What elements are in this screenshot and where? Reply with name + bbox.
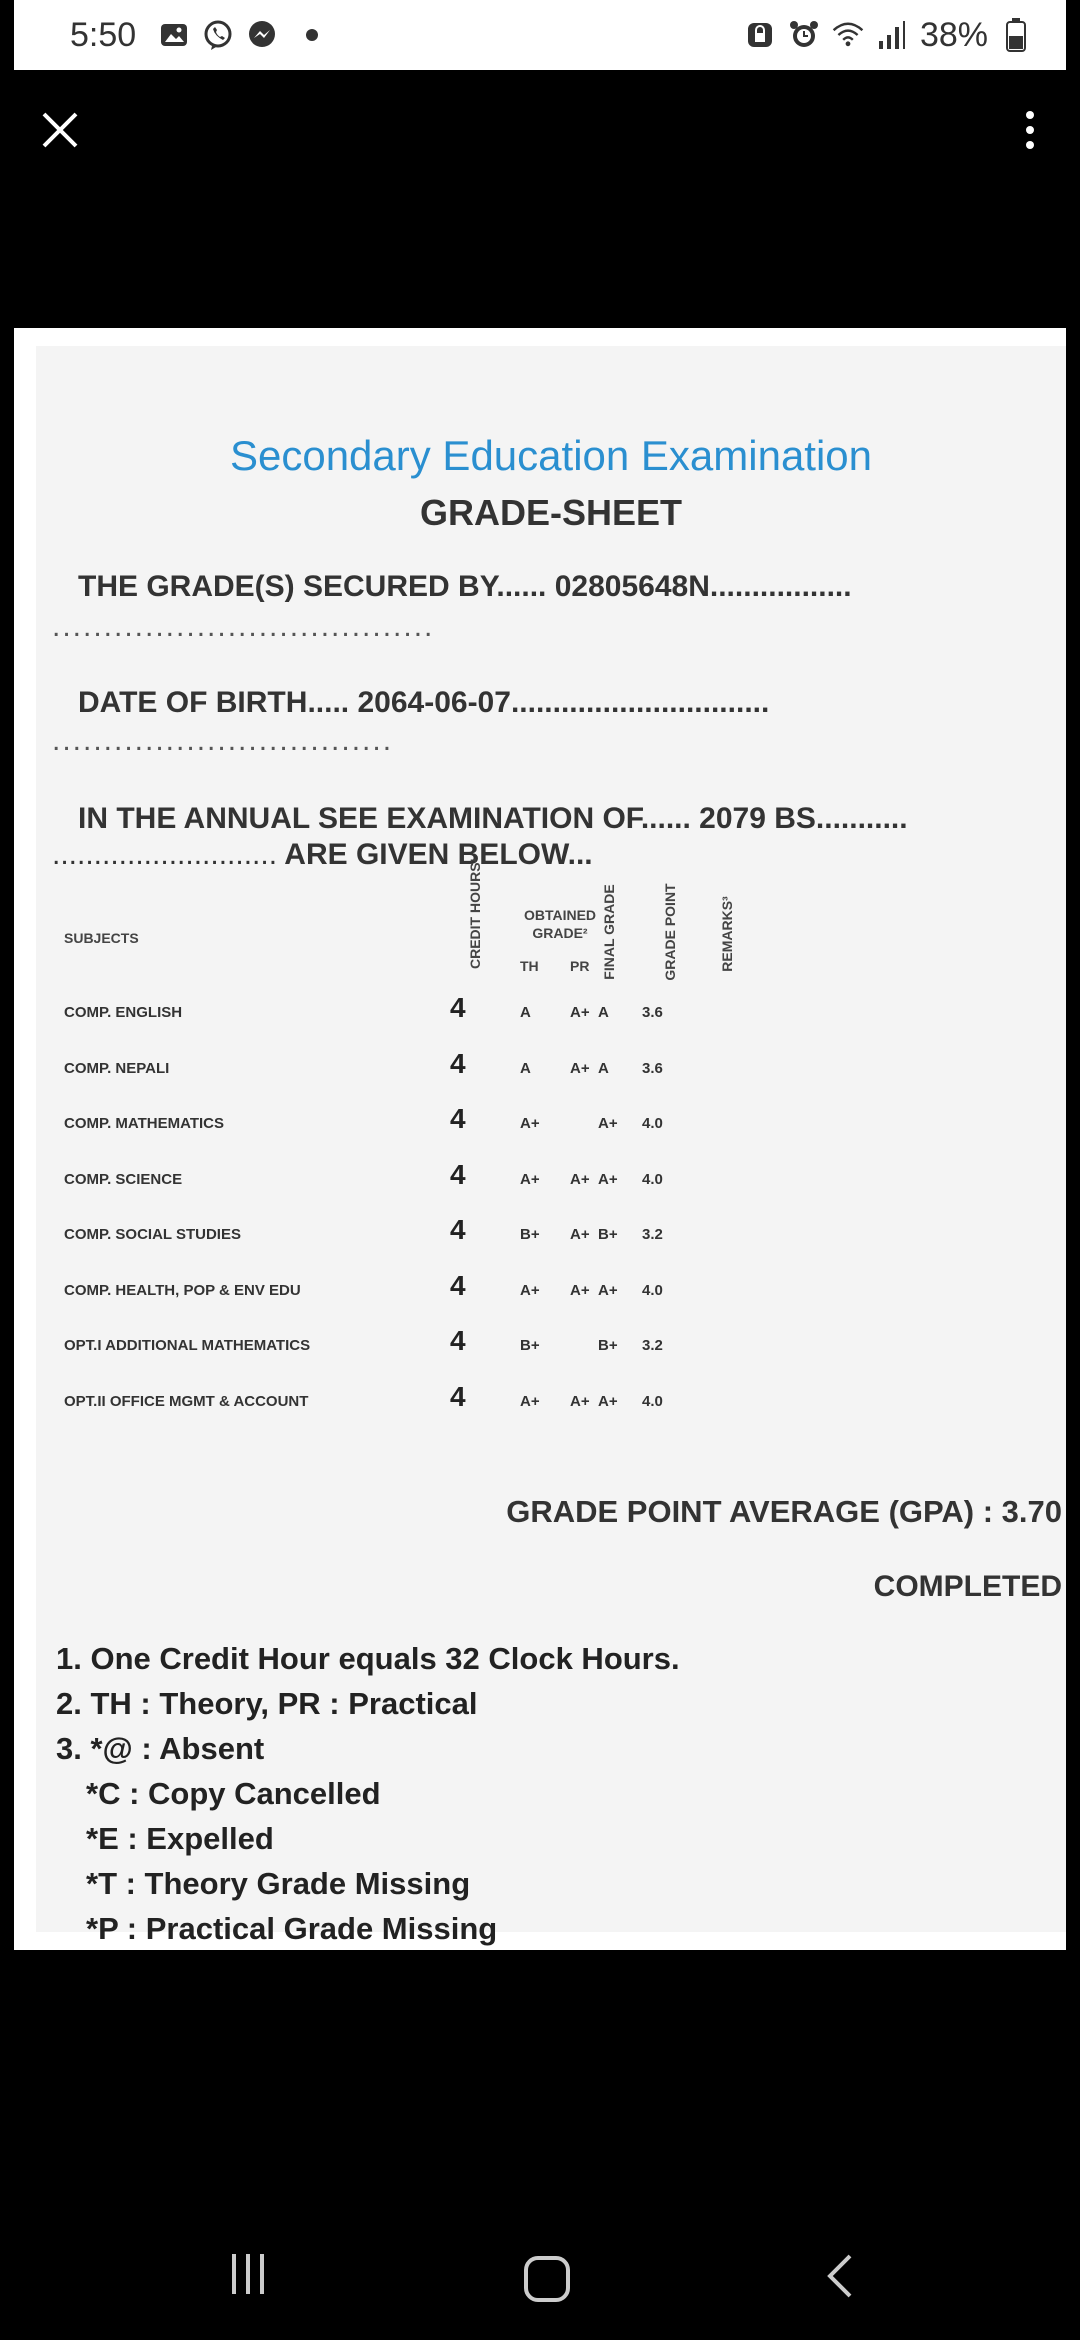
exam-value: 2079 BS	[699, 802, 816, 835]
close-button[interactable]	[30, 100, 90, 160]
th-grade-cell: A+	[520, 1281, 540, 1299]
subject-cell: COMP. MATHEMATICS	[64, 1115, 224, 1132]
pr-grade-cell: A+	[570, 1281, 590, 1299]
exam-title: Secondary Education Examination	[229, 432, 873, 479]
subject-cell: COMP. HEALTH, POP & ENV EDU	[64, 1281, 301, 1299]
credit-cell: 4	[450, 1269, 466, 1301]
viber-icon	[202, 19, 234, 51]
grade-point-cell: 3.2	[642, 1226, 663, 1243]
header-final-grade: FINAL GRADE	[601, 884, 617, 980]
credit-cell: 4	[450, 1325, 466, 1356]
header-remarks: REMARKS³	[719, 896, 735, 972]
more-vert-icon	[1026, 111, 1034, 119]
credit-cell: 4	[450, 992, 466, 1023]
final-grade-cell: A+	[598, 1392, 618, 1410]
footnote: 1. One Credit Hour equals 32 Clock Hours.	[56, 1641, 680, 1676]
credit-cell: 4	[450, 1047, 466, 1079]
subject-cell: OPT.II OFFICE MGMT & ACCOUNT	[64, 1392, 309, 1410]
header-credit-hours: CREDIT HOURS¹	[467, 857, 483, 969]
grade-point-cell: 4.0	[642, 1392, 663, 1410]
th-grade-cell: A	[520, 1059, 531, 1077]
th-grade-cell: A	[520, 1004, 531, 1021]
subject-cell: COMP. ENGLISH	[64, 1004, 183, 1021]
back-button[interactable]	[820, 2252, 860, 2300]
grade-point-cell: 3.6	[642, 1004, 663, 1021]
status-time: 5:50	[70, 15, 137, 54]
pr-grade-cell: A+	[570, 1059, 590, 1077]
credit-cell: 4	[450, 1158, 466, 1190]
header-grade-point: GRADE POINT	[662, 883, 678, 981]
footnote: *T : Theory Grade Missing	[86, 1866, 471, 1901]
table-row	[36, 1214, 1066, 1254]
final-grade-cell: A+	[598, 1281, 618, 1299]
credit-cell: 4	[450, 1380, 466, 1412]
th-grade-cell: B+	[520, 1337, 540, 1354]
th-grade-cell: B+	[520, 1226, 540, 1243]
given-below: ARE GIVEN BELOW	[284, 838, 568, 871]
final-grade-cell: B+	[598, 1337, 618, 1354]
recents-icon	[232, 2254, 236, 2294]
grade-point-cell: 4.0	[642, 1115, 663, 1132]
header-subjects: SUBJECTS	[64, 930, 139, 946]
app-bar	[0, 70, 1080, 190]
given-below-line: ........................... ARE GIVEN BELOW...	[52, 838, 593, 871]
sheet-title: GRADE-SHEET	[419, 492, 683, 533]
alarm-icon	[788, 19, 820, 51]
status-bar	[14, 0, 1066, 70]
footnote: *C : Copy Cancelled	[86, 1776, 381, 1811]
lock-icon	[744, 19, 776, 51]
subject-cell: COMP. NEPALI	[64, 1059, 170, 1077]
pr-grade-cell: A+	[570, 1004, 590, 1021]
wifi-icon	[832, 19, 864, 51]
grade-point-cell: 4.0	[642, 1281, 663, 1299]
final-grade-cell: B+	[598, 1226, 618, 1243]
credit-cell: 4	[450, 1214, 466, 1245]
battery-percent: 38%	[919, 15, 988, 54]
gallery-icon	[158, 19, 190, 51]
th-grade-cell: A+	[520, 1115, 540, 1132]
grade-point-cell: 3.6	[642, 1059, 663, 1077]
footnote: *E : Expelled	[86, 1821, 274, 1856]
secured-by-value: 02805648N	[554, 570, 710, 603]
pr-grade-cell: A+	[570, 1170, 590, 1188]
pr-grade-cell: A+	[570, 1226, 590, 1243]
final-grade-cell: A	[598, 1059, 609, 1077]
back-icon	[820, 2252, 860, 2300]
table-row	[36, 1103, 1066, 1143]
grade-point-cell: 3.2	[642, 1337, 663, 1354]
dob-label: DATE OF BIRTH	[78, 686, 308, 719]
dob-line: DATE OF BIRTH..... 2064-06-07...............................	[78, 686, 770, 719]
footnote: 2. TH : Theory, PR : Practical	[56, 1686, 478, 1721]
grade-sheet-image	[14, 328, 1066, 1950]
exam-line: IN THE ANNUAL SEE EXAMINATION OF...... 2079 BS...........	[78, 802, 908, 835]
battery-icon	[1000, 19, 1032, 51]
grade-sheet: Secondary Education Examination GRADE-SHEET THE GRADE(S) SECURED BY...... 02805648N................. ..................................... DATE OF BIRTH..... 2064-06-07............................... ................................. IN THE ANNUAL SEE EXAMINATION OF...... 2079 BS........... ........................... ARE GIVEN BELOW... SUBJECTS CREDIT HOURS¹ OBTAINED GRADE² TH PR FINAL GRADE GRADE POINT REMARKS³ COMP. ENGLISH 4 A A+ A 3.6 COMP. NEPALI 4 A A+ A 3.6 COMP. MATHEMATICS 4 A+ A+ 4.0 COMP. SCIENCE 4 A+ A+ A+ 4.0 COMP. SOCIAL STUDIES 4 B+ A+ B+ 3.2 COMP. HEALTH, POP & ENV EDU 4 A+ A+ A+ 4.0 OPT.I ADDITIONAL MATHEMATICS 4 B+ B+ 3.2 OPT.II OFFICE MGMT & ACCOUNT 4 A+ A+ A+ 4.0 GRADE POINT AVERAGE (GPA) : 3.70 COMPLETED 1. One Credit Hour equals 32 Clock Hours. 2. TH : Theory, PR : Practical 3. *@ : Absent *C : Copy Cancelled *E : Expelled *T : Theory Grade Missing *P : Practical Grade Missing	[36, 346, 1066, 1932]
close-icon	[30, 100, 90, 160]
exam-label: IN THE ANNUAL SEE EXAMINATION OF	[78, 802, 641, 835]
secured-by-label: THE GRADE(S) SECURED BY	[78, 570, 497, 603]
messenger-icon	[246, 19, 278, 51]
navigation-bar	[0, 2218, 1080, 2338]
grade-point-cell: 4.0	[642, 1170, 663, 1188]
table-row	[36, 992, 1066, 1032]
footnotes	[56, 1636, 680, 1951]
final-grade-cell: A	[598, 1004, 609, 1021]
table-row	[36, 1325, 1066, 1365]
footnote: 3. *@ : Absent	[56, 1731, 265, 1766]
final-grade-cell: A+	[598, 1115, 618, 1132]
header-obtained-grade: OBTAINED GRADE²	[523, 907, 597, 941]
table-row	[36, 1270, 1066, 1310]
subject-cell: COMP. SCIENCE	[64, 1170, 183, 1188]
secured-by-line: THE GRADE(S) SECURED BY...... 02805648N.................	[78, 570, 852, 603]
footnote: *P : Practical Grade Missing	[86, 1911, 498, 1946]
more-options-button[interactable]	[1000, 100, 1060, 160]
header-pr: PR	[570, 958, 590, 974]
home-button[interactable]	[524, 2256, 570, 2302]
th-grade-cell: A+	[520, 1170, 540, 1188]
table-row	[36, 1381, 1066, 1421]
credit-cell: 4	[450, 1103, 466, 1134]
table-row	[36, 1159, 1066, 1199]
dob-value: 2064-06-07	[357, 686, 511, 719]
signal-icon	[876, 19, 908, 51]
pr-grade-cell: A+	[570, 1392, 590, 1410]
gpa: GRADE POINT AVERAGE (GPA) : 3.70	[506, 1494, 1062, 1529]
subject-cell: COMP. SOCIAL STUDIES	[64, 1226, 241, 1243]
notification-dot-icon	[306, 29, 318, 41]
final-grade-cell: A+	[598, 1170, 618, 1188]
th-grade-cell: A+	[520, 1392, 540, 1410]
result-status: COMPLETED	[873, 1570, 1062, 1603]
header-th: TH	[520, 958, 539, 974]
subject-cell: OPT.I ADDITIONAL MATHEMATICS	[64, 1337, 311, 1354]
recents-button[interactable]	[232, 2254, 264, 2294]
table-row	[36, 1048, 1066, 1088]
